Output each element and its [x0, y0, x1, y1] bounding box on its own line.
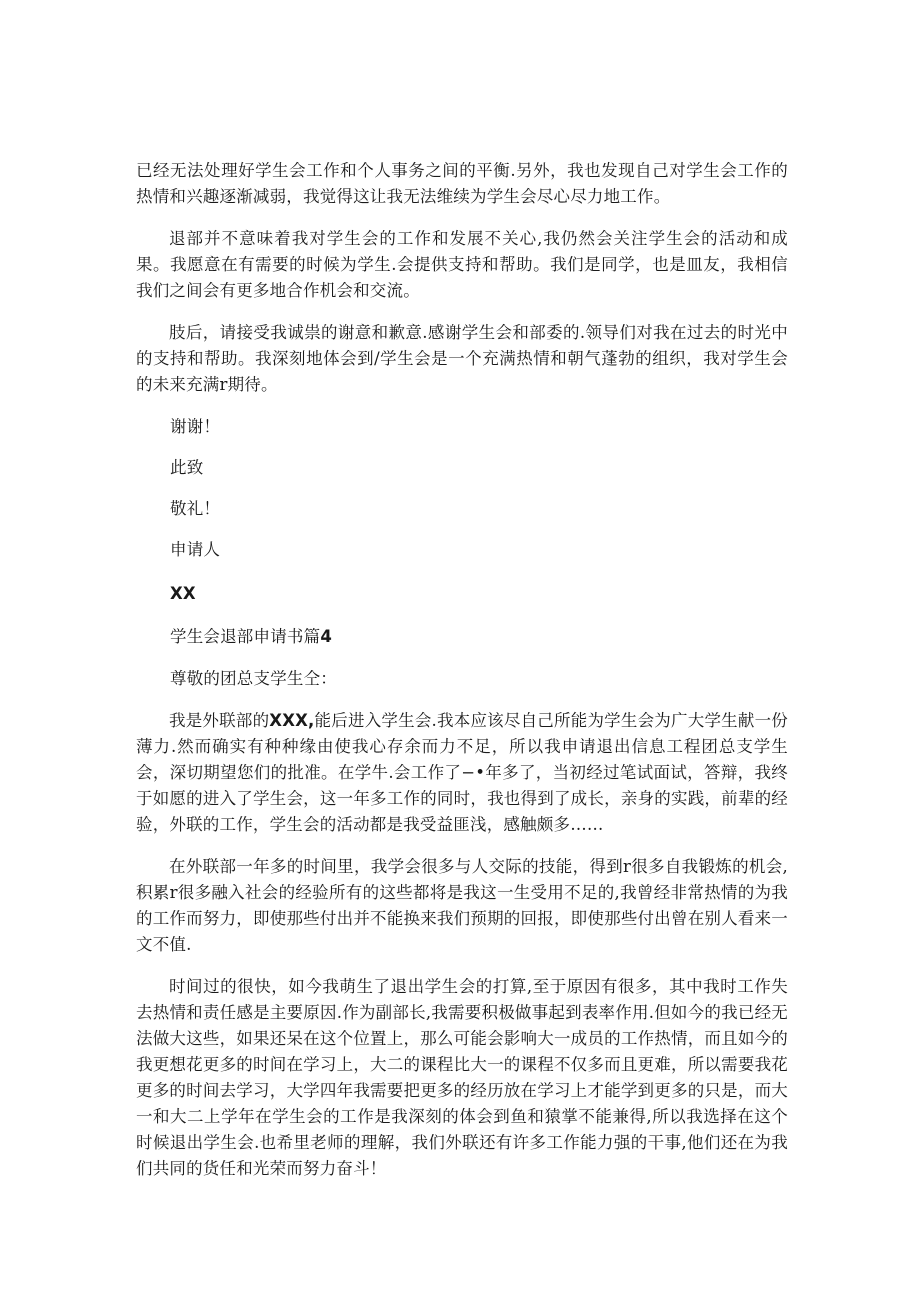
section-title-number: 4: [320, 627, 332, 646]
paragraph-3: 肢后，请接受我诚祟的谢意和歉意.感谢学生会和部委的.领导们对我在过去的时光中的支持和帮助。我深刻地体会到/学生会是一个充满热情和朝气蓬勃的组织，我对学生会的未来充满r期待。: [136, 323, 788, 394]
paragraph-2: 退部并不意味着我对学生会的工作和发展不关心,我仍然会关注学生会的活动和成果。我愿意在有需要的时候为学生.会提供支持和帮助。我们是同学，也是皿友，我相信我们之间会有更多地合作机会和交流。: [136, 229, 788, 300]
jingli-line: 敬礼！: [170, 499, 221, 518]
section-title-text: 学生会退部申请书篇: [170, 627, 321, 646]
p4-bold-name: XXX,: [269, 711, 315, 730]
paragraph-1: 已经无法处理好学生会工作和个人事务之间的平衡.另外，我也发现自己对学生会工作的热情和兴趣逐渐减弱，我觉得这让我无法维续为学生会尽心尽力地工作。: [136, 161, 788, 206]
cizhi-line: 此致: [170, 458, 204, 477]
paragraph-6: 时间过的很快，如今我萌生了退出学生会的打算,至于原因有很多，其中我时工作失去热情和责任感是主要原因.作为副部长,我需要积极做事起到表率作用.但如今的我已经无法做大这些，如果还呆在这个位置上，那么可能会影响大一成员的工作热情，而且如今的我更想花更多的时间在学习上，大二的课程比大一的课程不仅多而且更难，所以需要我花更多的时间去学习，大学四年我需要把更多的经历放在学习上才能学到更多的只是，而大一和大二上学年在学生会的工作是我深刻的体会到鱼和猿掌不能兼得,所以我选择在这个时候退出学生会.也希里老师的理解，我们外联还有许多工作能力强的干事,他们还在为我们共同的货任和光荣而努力奋斗！: [136, 977, 788, 1178]
thanks-line: 谢谢！: [170, 417, 221, 436]
paragraph-4: [136, 708, 788, 838]
applicant-name: XX: [170, 584, 196, 603]
p4-prefix: 我是外联部的: [169, 711, 270, 730]
salutation-line: 尊敬的团总支学生仝：: [170, 669, 337, 688]
applicant-label: 申请人: [170, 540, 221, 559]
document-page: [136, 158, 788, 1182]
paragraph-5: 在外联部一年多的时间里，我学会很多与人交际的技能，得到r很多自我锻炼的机会,积累r很多融入社会的经验所有的这些都将是我这一生受用不足的,我曾经非常热情的为我的工作而努力，即使那些付出并不能换来我们预期的回报，即使那些付出曾在别人看来一文不值.: [136, 857, 788, 954]
section-title: [136, 624, 788, 650]
p4-rest: 能后进入学生会.我本应该尽自己所能为学生会为广大学生献一份薄力.然而确实有种种缘由使我心存余而力不足，所以我申请退出信息工程团总支学生会，深切期望您们的批准。在学牛.会工作了−•年多了，当初经过笔试面试，答辩，我终于如愿的进入了学生会，这一年多工作的同时，我也得到了成长，亲身的实践，前辈的经验，外联的工作，学生会的活动都是我受益匪浅，感触颇多……: [136, 711, 789, 834]
